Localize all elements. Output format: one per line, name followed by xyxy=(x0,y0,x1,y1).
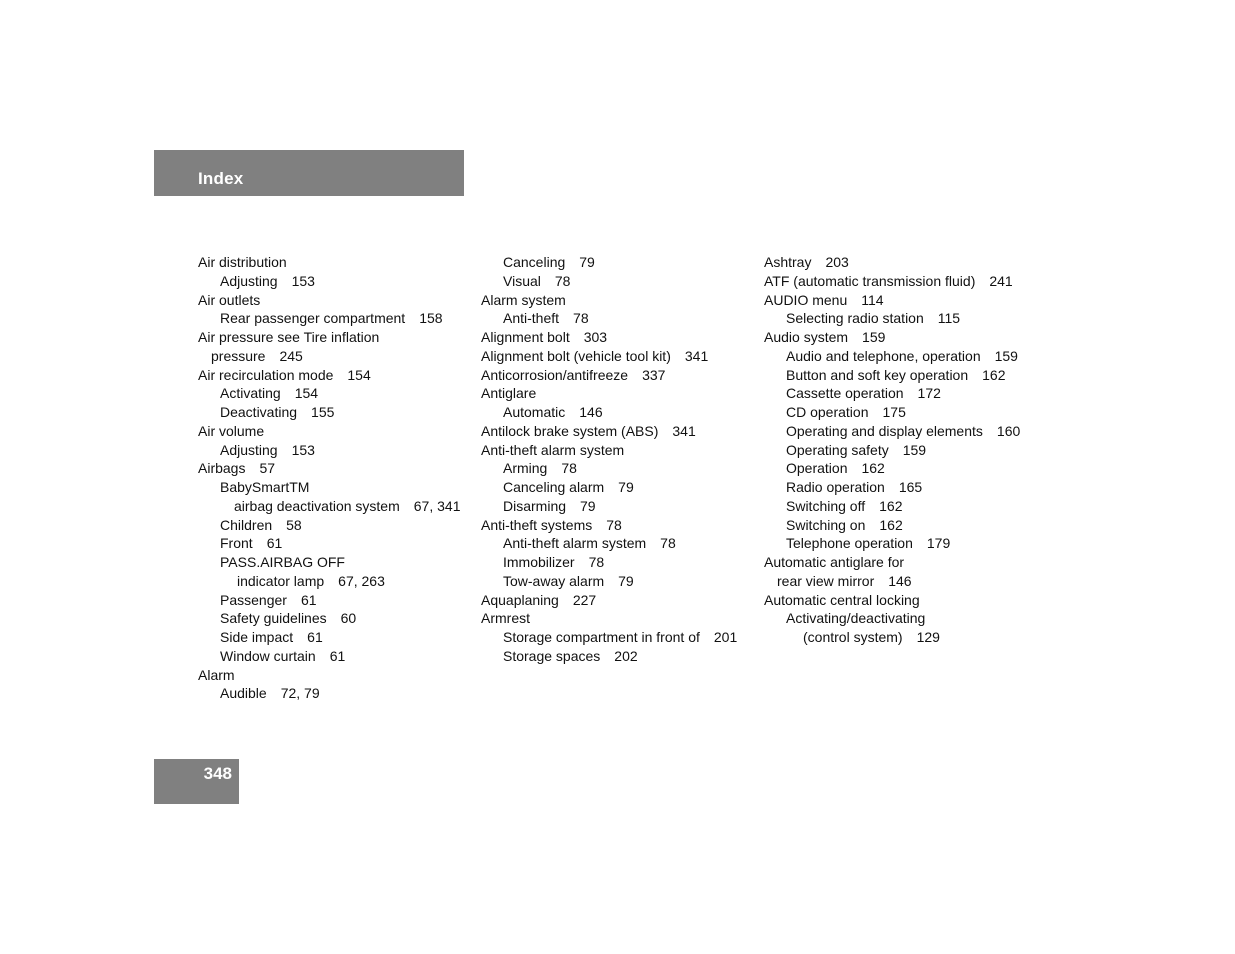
index-page-ref: 78 xyxy=(606,516,622,533)
index-page-ref: 78 xyxy=(660,535,676,552)
index-term: Disarming xyxy=(503,497,567,514)
index-page-ref: 245 xyxy=(279,347,303,364)
index-page-ref: 146 xyxy=(579,404,603,420)
index-entry xyxy=(481,328,761,347)
index-page-ref: 154 xyxy=(347,366,371,383)
index-entry xyxy=(481,553,761,572)
index-entry xyxy=(198,647,478,666)
index-entry xyxy=(481,609,761,628)
index-term: Audio system xyxy=(764,329,849,345)
index-term: Audio and telephone, operation xyxy=(786,347,981,364)
index-page-ref: 114 xyxy=(861,291,884,308)
index-term: Operating safety xyxy=(786,441,889,458)
index-page-ref: 115 xyxy=(937,310,961,327)
index-entry xyxy=(198,272,478,291)
index-entry xyxy=(198,366,478,385)
index-page-ref: 78 xyxy=(588,554,605,570)
index-entry xyxy=(481,347,761,366)
index-page-ref: 58 xyxy=(286,516,302,533)
index-page-ref: 175 xyxy=(882,404,906,420)
index-term: indicator lamp xyxy=(237,572,325,589)
index-entry xyxy=(481,366,761,385)
index-term: Adjusting xyxy=(220,272,278,289)
index-entry xyxy=(198,309,478,328)
index-term: Canceling alarm xyxy=(503,479,605,495)
index-entry xyxy=(198,347,478,366)
index-term: Activating xyxy=(220,385,281,402)
index-term: BabySmartTM xyxy=(220,479,310,495)
index-entry xyxy=(198,628,478,647)
index-term: Anticorrosion/antifreeze xyxy=(481,366,629,383)
index-entry xyxy=(198,459,478,478)
index-entry xyxy=(764,291,1044,310)
index-entry xyxy=(764,572,1044,591)
index-entry xyxy=(481,516,761,535)
index-term: Air recirculation mode xyxy=(198,366,334,383)
index-page-ref: 78 xyxy=(561,460,577,477)
index-entry xyxy=(481,628,761,647)
index-term: rear view mirror xyxy=(777,572,875,589)
index-term: Arming xyxy=(503,460,548,477)
index-entry xyxy=(764,478,1044,497)
index-page-ref: 155 xyxy=(311,404,335,420)
index-entry xyxy=(198,609,478,628)
index-page-ref: 159 xyxy=(994,347,1018,364)
index-entry xyxy=(764,403,1044,422)
index-entry xyxy=(764,553,1044,572)
index-term: Radio operation xyxy=(786,479,885,495)
index-term: Air pressure see Tire inflation xyxy=(198,329,380,345)
page-number-tab xyxy=(154,759,239,804)
index-term: Visual xyxy=(503,272,541,289)
index-term: Anti-theft alarm system xyxy=(481,441,625,458)
index-entry xyxy=(764,422,1044,441)
index-entry xyxy=(481,572,761,591)
index-term: Alignment bolt (vehicle tool kit) xyxy=(481,347,671,364)
index-term: Operating and display elements xyxy=(786,422,983,439)
index-page-ref: 153 xyxy=(291,272,315,289)
index-page-ref: 162 xyxy=(861,460,885,477)
index-page-ref: 303 xyxy=(583,329,608,345)
index-entry xyxy=(764,366,1044,385)
index-entry xyxy=(198,666,478,685)
index-term: Window curtain xyxy=(220,647,316,664)
index-term: Storage compartment in front of xyxy=(503,629,700,645)
index-entry xyxy=(481,497,761,516)
index-entry xyxy=(198,572,478,591)
index-page-ref: 61 xyxy=(307,629,323,645)
index-page-ref: 179 xyxy=(926,535,951,552)
index-page-ref: 165 xyxy=(898,479,923,495)
index-term: ATF (automatic transmission fluid) xyxy=(764,272,976,289)
index-page-ref: 61 xyxy=(329,647,346,664)
index-entry xyxy=(481,384,761,403)
index-column-1 xyxy=(198,253,478,703)
index-column-2 xyxy=(481,253,761,666)
index-page-ref: 160 xyxy=(996,422,1021,439)
index-page-ref: 162 xyxy=(879,516,903,533)
index-page-ref: 162 xyxy=(879,497,903,514)
index-entry xyxy=(481,459,761,478)
index-entry xyxy=(198,553,478,572)
index-entry xyxy=(481,478,761,497)
index-term: Switching off xyxy=(786,497,866,514)
index-page-ref: 154 xyxy=(294,385,319,402)
section-title: Index xyxy=(198,169,244,188)
index-term: Adjusting xyxy=(220,441,278,458)
index-term: PASS.AIRBAG OFF xyxy=(220,554,345,570)
index-term: pressure xyxy=(211,347,266,364)
index-page-ref: 61 xyxy=(300,591,317,608)
index-entry xyxy=(198,253,478,272)
index-term: Antilock brake system (ABS) xyxy=(481,422,659,439)
index-term: Safety guidelines xyxy=(220,610,327,627)
index-page-ref: 78 xyxy=(554,272,571,289)
index-entry xyxy=(764,253,1044,272)
index-term: Ashtray xyxy=(764,254,812,270)
index-entry xyxy=(198,403,478,422)
index-term: Anti-theft xyxy=(503,310,560,327)
index-term: Air outlets xyxy=(198,291,261,308)
index-page-ref: 201 xyxy=(713,629,738,645)
index-term: Air distribution xyxy=(198,254,287,270)
index-entry xyxy=(481,403,761,422)
index-term: Alignment bolt xyxy=(481,329,570,345)
index-term: Telephone operation xyxy=(786,535,913,552)
index-entry xyxy=(764,591,1044,610)
index-term: Switching on xyxy=(786,516,866,533)
index-page-ref: 203 xyxy=(825,254,849,270)
index-entry xyxy=(198,441,478,460)
index-page-ref: 79 xyxy=(618,479,634,495)
index-page-ref: 78 xyxy=(573,310,589,327)
index-page-ref: 67, 263 xyxy=(338,572,385,589)
index-entry xyxy=(198,328,478,347)
index-entry xyxy=(198,534,478,553)
index-page-ref: 241 xyxy=(989,272,1013,289)
index-entry xyxy=(481,591,761,610)
index-entry xyxy=(198,422,478,441)
index-entry xyxy=(198,478,478,497)
index-entry xyxy=(481,272,761,291)
index-entry xyxy=(481,647,761,666)
index-page-ref: 72, 79 xyxy=(280,685,320,702)
index-page-ref: 153 xyxy=(291,441,315,458)
index-term: Button and soft key operation xyxy=(786,366,969,383)
index-page-ref: 79 xyxy=(618,572,634,589)
index-term: Passenger xyxy=(220,591,287,608)
index-entry xyxy=(481,422,761,441)
index-term: Side impact xyxy=(220,629,294,645)
index-page-ref: 129 xyxy=(916,629,940,645)
index-page-ref: 158 xyxy=(419,310,443,327)
index-term: (control system) xyxy=(803,629,903,645)
index-page-ref: 227 xyxy=(572,591,597,608)
index-term: CD operation xyxy=(786,404,869,420)
index-entry xyxy=(198,684,478,703)
index-entry xyxy=(198,384,478,403)
index-entry xyxy=(481,441,761,460)
index-page-ref: 202 xyxy=(614,647,638,664)
index-term: Anti-theft alarm system xyxy=(503,535,647,552)
index-page-ref: 172 xyxy=(917,385,941,402)
index-entry xyxy=(764,516,1044,535)
index-entry xyxy=(764,534,1044,553)
index-entry xyxy=(481,309,761,328)
index-term: Antiglare xyxy=(481,385,537,402)
index-page-ref: 57 xyxy=(259,460,276,477)
index-term: Automatic antiglare for xyxy=(764,554,905,570)
index-page-ref: 159 xyxy=(862,329,886,345)
index-term: Canceling xyxy=(503,254,566,270)
index-term: Deactivating xyxy=(220,404,298,420)
index-column-3 xyxy=(764,253,1044,647)
index-term: Alarm xyxy=(198,666,235,683)
index-term: Aquaplaning xyxy=(481,591,559,608)
index-entry xyxy=(764,309,1044,328)
index-entry xyxy=(764,272,1044,291)
index-term: airbag deactivation system xyxy=(234,497,400,514)
index-term: Automatic central locking xyxy=(764,591,920,608)
index-term: Selecting radio station xyxy=(786,310,924,327)
index-entry xyxy=(198,516,478,535)
index-page-ref: 67, 341 xyxy=(413,497,461,514)
index-page-ref: 79 xyxy=(579,254,595,270)
index-entry xyxy=(764,347,1044,366)
index-entry xyxy=(764,384,1044,403)
index-entry xyxy=(764,459,1044,478)
index-entry xyxy=(764,497,1044,516)
index-entry xyxy=(198,291,478,310)
index-page-ref: 337 xyxy=(642,366,666,383)
index-page-ref: 60 xyxy=(340,610,357,627)
index-page-ref: 79 xyxy=(580,497,596,514)
index-entry xyxy=(764,609,1044,628)
index-term: Airbags xyxy=(198,460,246,477)
index-term: Immobilizer xyxy=(503,554,575,570)
index-entry xyxy=(764,628,1044,647)
index-term: Audible xyxy=(220,685,267,702)
index-entry xyxy=(198,497,478,516)
index-page-ref: 162 xyxy=(982,366,1006,383)
index-page-ref: 341 xyxy=(684,347,709,364)
index-term: Activating/deactivating xyxy=(786,610,926,627)
page-number: 348 xyxy=(203,764,232,783)
index-term: Tow-away alarm xyxy=(503,572,605,589)
index-term: Automatic xyxy=(503,404,566,420)
index-page-ref: 159 xyxy=(902,441,927,458)
index-term: AUDIO menu xyxy=(764,291,848,308)
index-term: Operation xyxy=(786,460,848,477)
index-entry xyxy=(481,253,761,272)
index-term: Cassette operation xyxy=(786,385,904,402)
index-term: Air volume xyxy=(198,422,265,439)
index-term: Anti-theft systems xyxy=(481,516,593,533)
index-entry xyxy=(764,328,1044,347)
index-entry xyxy=(198,591,478,610)
index-term: Armrest xyxy=(481,610,530,627)
index-entry xyxy=(481,534,761,553)
index-term: Children xyxy=(220,516,273,533)
index-entry xyxy=(764,441,1044,460)
index-term: Storage spaces xyxy=(503,647,601,664)
index-term: Front xyxy=(220,535,253,552)
index-page-ref: 146 xyxy=(888,572,912,589)
index-entry xyxy=(481,291,761,310)
index-term: Alarm system xyxy=(481,291,566,308)
index-page-ref: 341 xyxy=(672,422,696,439)
index-term: Rear passenger compartment xyxy=(220,310,406,327)
section-header xyxy=(154,150,464,196)
index-page-ref: 61 xyxy=(266,535,283,552)
